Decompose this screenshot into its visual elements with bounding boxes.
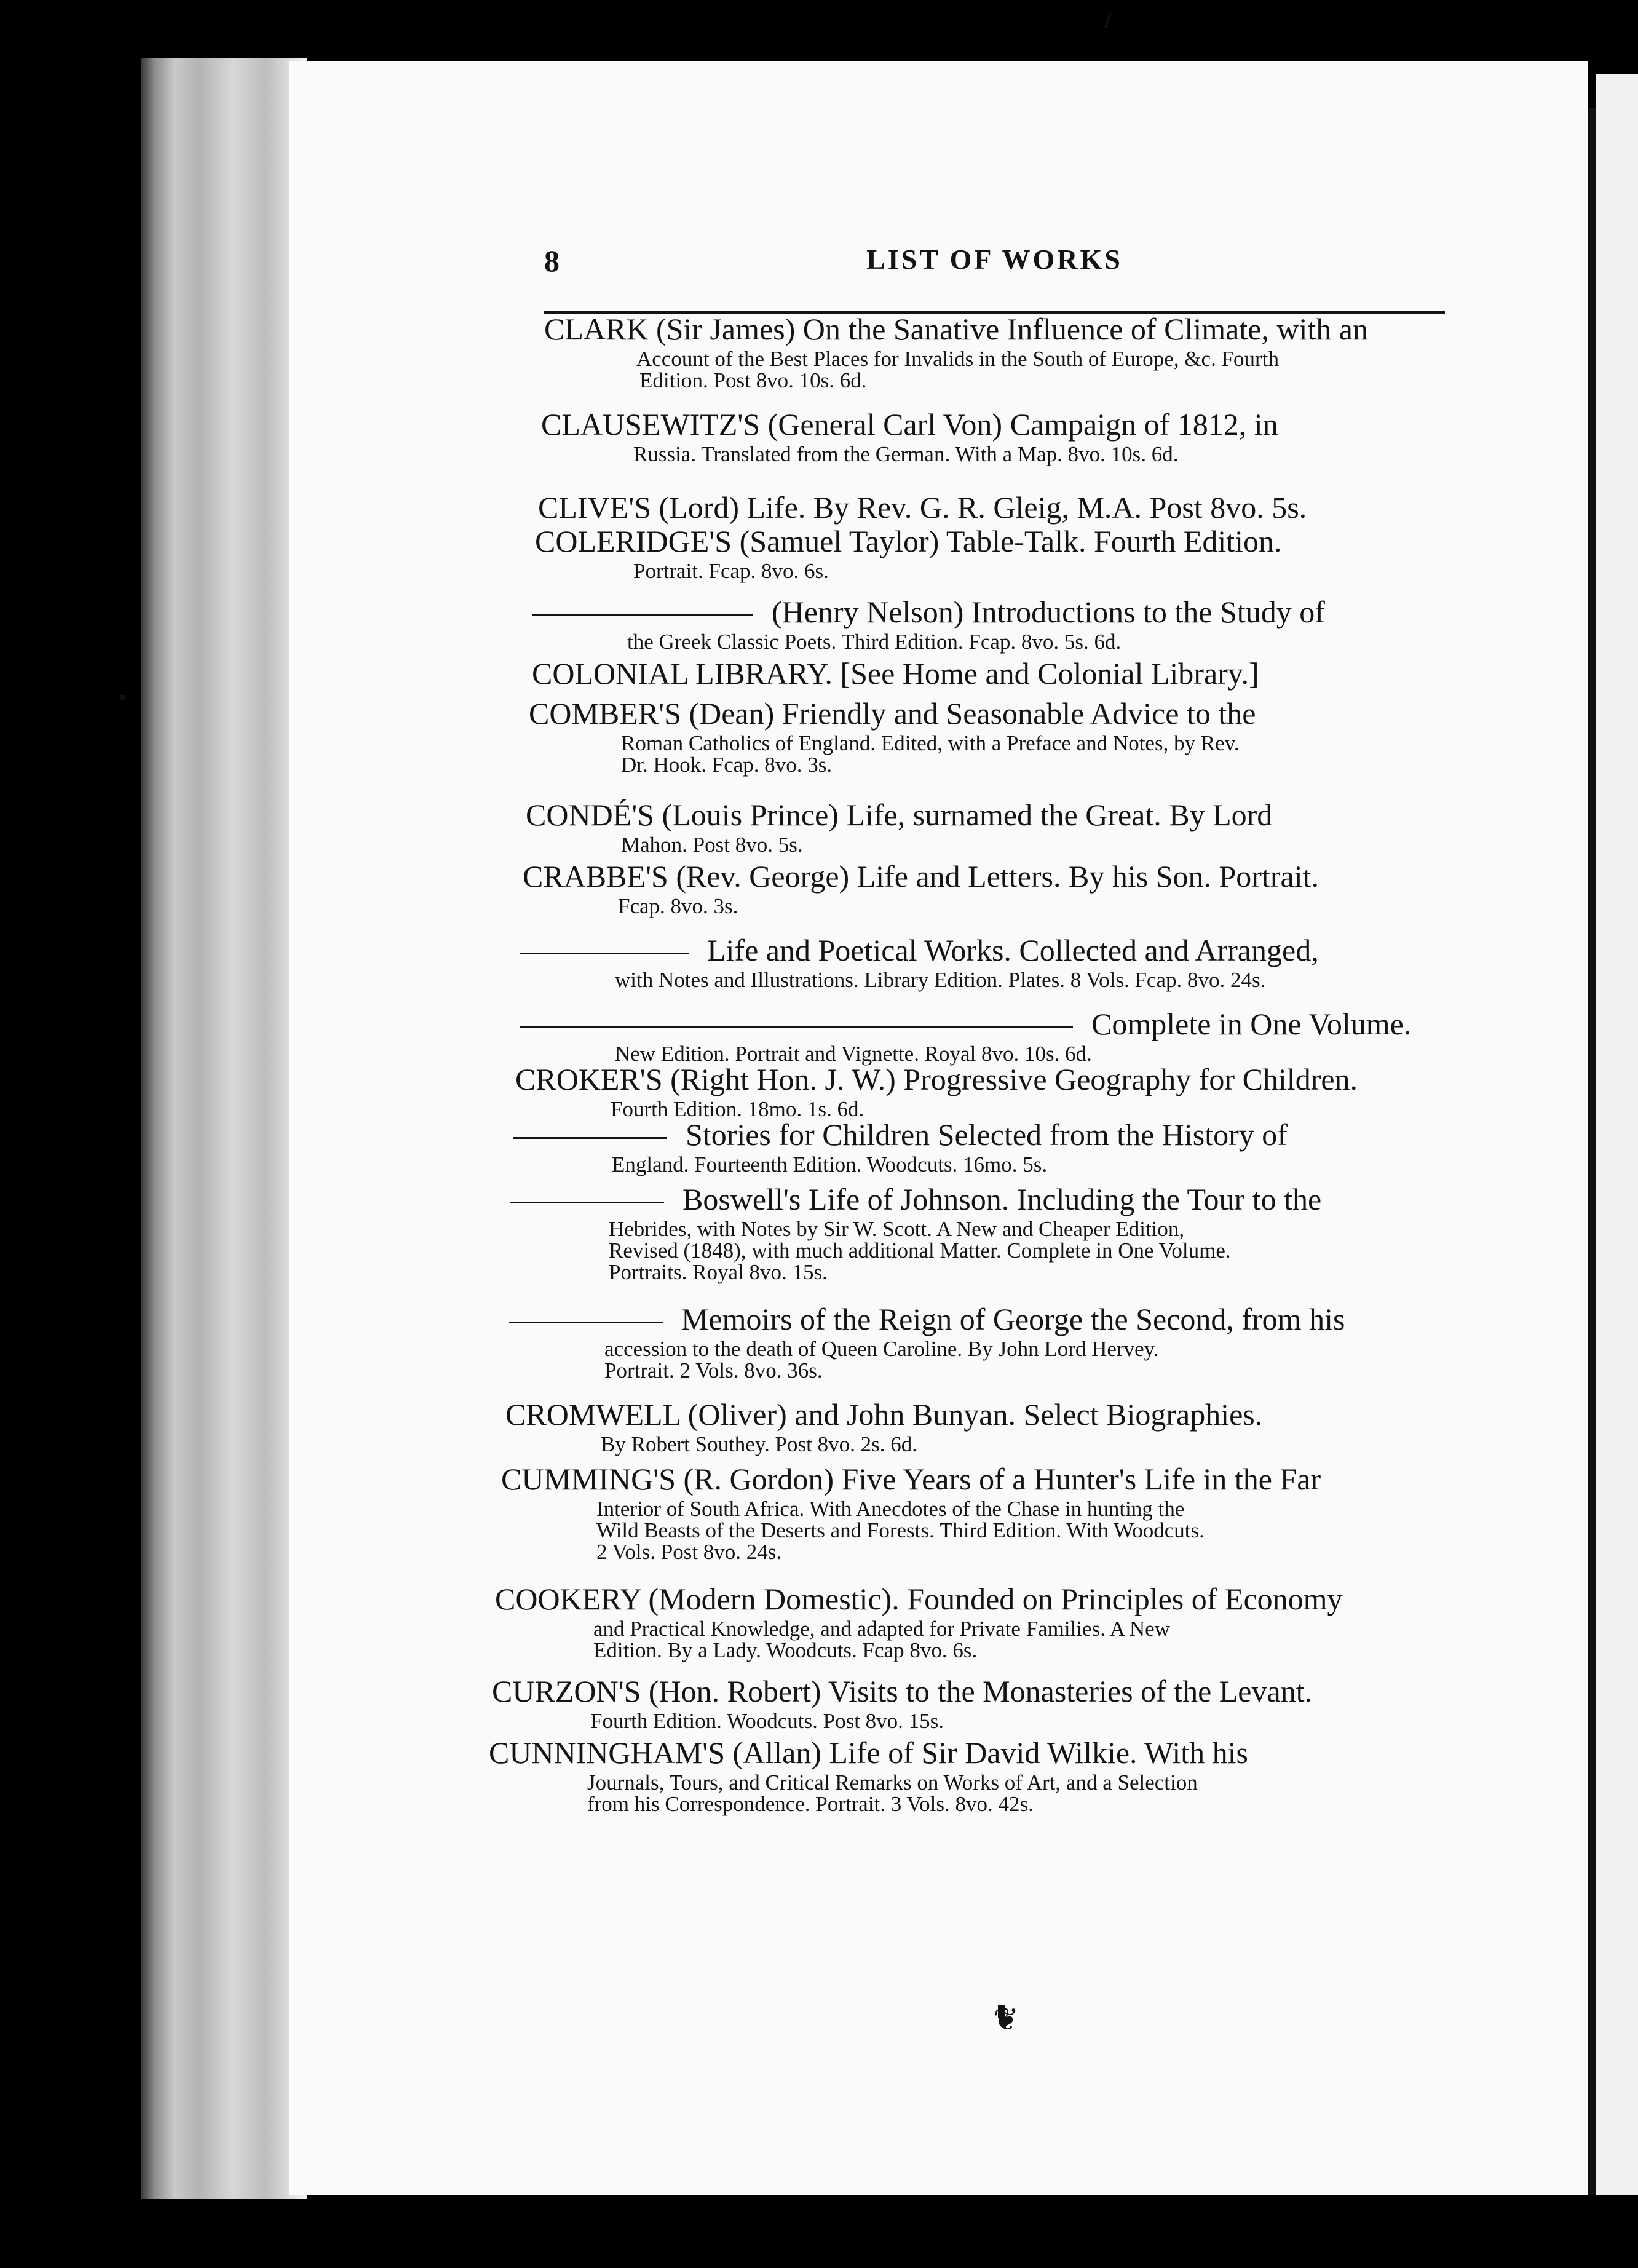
entry-detail-line: Interior of South Africa. With Anecdotes of the Chase in hunting the <box>596 1497 1185 1521</box>
ditto-rule <box>509 1322 663 1323</box>
entry-heading: COLERIDGE'S (Samuel Taylor) Table-Talk. Fourth Edition. <box>535 524 1282 558</box>
catalogue-entry <box>532 655 1259 692</box>
entry-detail-line: the Greek Classic Poets. Third Edition. Fcap. 8vo. 5s. 6d. <box>627 630 1122 654</box>
entry-detail-line: Account of the Best Places for Invalids in the South of Europe, &c. Fourth <box>636 347 1279 371</box>
entry-heading: Complete in One Volume. <box>1091 1007 1412 1041</box>
entry-detail-line: England. Fourteenth Edition. Woodcuts. 16mo. 5s. <box>612 1152 1048 1176</box>
entry-heading: CRABBE'S (Rev. George) Life and Letters. By his Son. Portrait. <box>523 859 1319 894</box>
catalogue-entry <box>544 311 1368 391</box>
entry-heading: CONDÉ'S (Louis Prince) Life, surnamed the Great. By Lord <box>526 798 1273 832</box>
entry-heading: COLONIAL LIBRARY. [See Home and Colonial Library.] <box>532 656 1259 691</box>
ditto-rule <box>513 1137 667 1139</box>
ditto-rule <box>520 953 689 954</box>
entry-detail-line: Russia. Translated from the German. With a Map. 8vo. 10s. 6d. <box>633 442 1179 466</box>
page-number: 8 <box>544 244 560 278</box>
entry-detail-line: Fourth Edition. 18mo. 1s. 6d. <box>611 1097 865 1121</box>
ornament-mark: ❦ <box>993 2002 1019 2037</box>
catalogue-entry <box>538 489 1307 526</box>
entry-detail-line: Edition. Post 8vo. 10s. 6d. <box>639 368 867 392</box>
entry-detail-line: and Practical Knowledge, and adapted for Private Families. A New <box>593 1617 1170 1641</box>
catalogue-entry <box>529 695 1256 775</box>
entry-heading: CUNNINGHAM'S (Allan) Life of Sir David Wilkie. With his <box>489 1735 1248 1770</box>
entry-detail-line: Journals, Tours, and Critical Remarks on Works of Art, and a Selection <box>587 1770 1198 1794</box>
catalogue-entry <box>541 406 1278 464</box>
entry-heading: CROMWELL (Oliver) and John Bunyan. Select Biographies. <box>505 1397 1263 1432</box>
entry-detail-line: with Notes and Illustrations. Library Edition. Plates. 8 Vols. Fcap. 8vo. 24s. <box>615 968 1266 992</box>
catalogue-entry <box>520 932 1319 990</box>
catalogue-entry <box>492 1673 1312 1731</box>
entry-detail-line: Revised (1848), with much additional Matter. Complete in One Volume. <box>609 1239 1231 1263</box>
catalogue-entry <box>535 523 1282 581</box>
ditto-rule <box>510 1202 664 1203</box>
entry-detail-line: accession to the death of Queen Caroline. By John Lord Hervey. <box>604 1337 1159 1361</box>
catalogue-entry <box>501 1461 1321 1562</box>
entry-detail-line: Portraits. Royal 8vo. 15s. <box>609 1260 828 1284</box>
catalogue-entry <box>523 858 1319 916</box>
entry-heading: CLAUSEWITZ'S (General Carl Von) Campaign of 1812, in <box>541 407 1278 442</box>
ditto-rule <box>532 614 753 616</box>
entry-detail-line: from his Correspondence. Portrait. 3 Vols. 8vo. 42s. <box>587 1792 1034 1816</box>
running-head: LIST OF WORKS <box>866 244 1123 275</box>
entry-detail-line: Portrait. Fcap. 8vo. 6s. <box>633 559 829 583</box>
entry-detail-line: New Edition. Portrait and Vignette. Royal 8vo. 10s. 6d. <box>615 1042 1092 1066</box>
entry-heading: COMBER'S (Dean) Friendly and Seasonable Advice to the <box>529 696 1256 731</box>
entry-heading: Boswell's Life of Johnson. Including the Tour to the <box>682 1182 1322 1216</box>
entry-detail-line: Fourth Edition. Woodcuts. Post 8vo. 15s. <box>590 1709 944 1733</box>
entry-heading: Life and Poetical Works. Collected and Arranged, <box>707 933 1319 967</box>
entry-heading: CLARK (Sir James) On the Sanative Influence of Climate, with an <box>544 312 1368 346</box>
entry-detail-line: Wild Beasts of the Deserts and Forests. Third Edition. With Woodcuts. <box>596 1518 1205 1542</box>
entry-heading: Memoirs of the Reign of George the Second, from his <box>681 1302 1345 1336</box>
entry-heading: CROKER'S (Right Hon. J. W.) Progressive Geography for Children. <box>515 1062 1358 1096</box>
catalogue-entry <box>509 1301 1345 1381</box>
entry-detail-line: Hebrides, with Notes by Sir W. Scott. A New and Cheaper Edition, <box>609 1217 1185 1241</box>
catalogue-entry <box>495 1580 1343 1660</box>
entry-heading: COOKERY (Modern Domestic). Founded on Principles of Economy <box>495 1582 1343 1616</box>
catalogue-entry <box>513 1116 1288 1175</box>
entry-detail-line: Portrait. 2 Vols. 8vo. 36s. <box>604 1358 823 1382</box>
entry-heading: Stories for Children Selected from the History of <box>686 1117 1288 1152</box>
entry-detail-line: 2 Vols. Post 8vo. 24s. <box>596 1540 782 1564</box>
entry-heading: (Henry Nelson) Introductions to the Study of <box>772 595 1325 629</box>
entry-detail-line: Dr. Hook. Fcap. 8vo. 3s. <box>621 753 833 777</box>
entry-heading: CUMMING'S (R. Gordon) Five Years of a Hunter's Life in the Far <box>501 1462 1321 1496</box>
entry-detail-line: Mahon. Post 8vo. 5s. <box>621 833 803 857</box>
entry-heading: CLIVE'S (Lord) Life. By Rev. G. R. Gleig, M.A. Post 8vo. 5s. <box>538 490 1307 525</box>
catalogue-entry <box>526 796 1272 855</box>
entry-detail-line: Edition. By a Lady. Woodcuts. Fcap 8vo. 6s. <box>593 1638 978 1662</box>
entry-detail-line: By Robert Southey. Post 8vo. 2s. 6d. <box>601 1432 917 1456</box>
catalogue-entry <box>489 1734 1248 1814</box>
ditto-rule <box>520 1026 1073 1028</box>
catalogue-entry <box>510 1181 1321 1282</box>
catalogue-entry <box>515 1061 1358 1119</box>
entry-detail-line: Fcap. 8vo. 3s. <box>618 894 738 918</box>
catalogue-entry <box>505 1396 1262 1454</box>
catalogue-entry <box>520 1005 1411 1064</box>
entry-heading: CURZON'S (Hon. Robert) Visits to the Monasteries of the Levant. <box>492 1674 1313 1708</box>
catalogue-entry <box>532 593 1325 652</box>
entry-detail-line: Roman Catholics of England. Edited, with a Preface and Notes, by Rev. <box>621 731 1240 755</box>
